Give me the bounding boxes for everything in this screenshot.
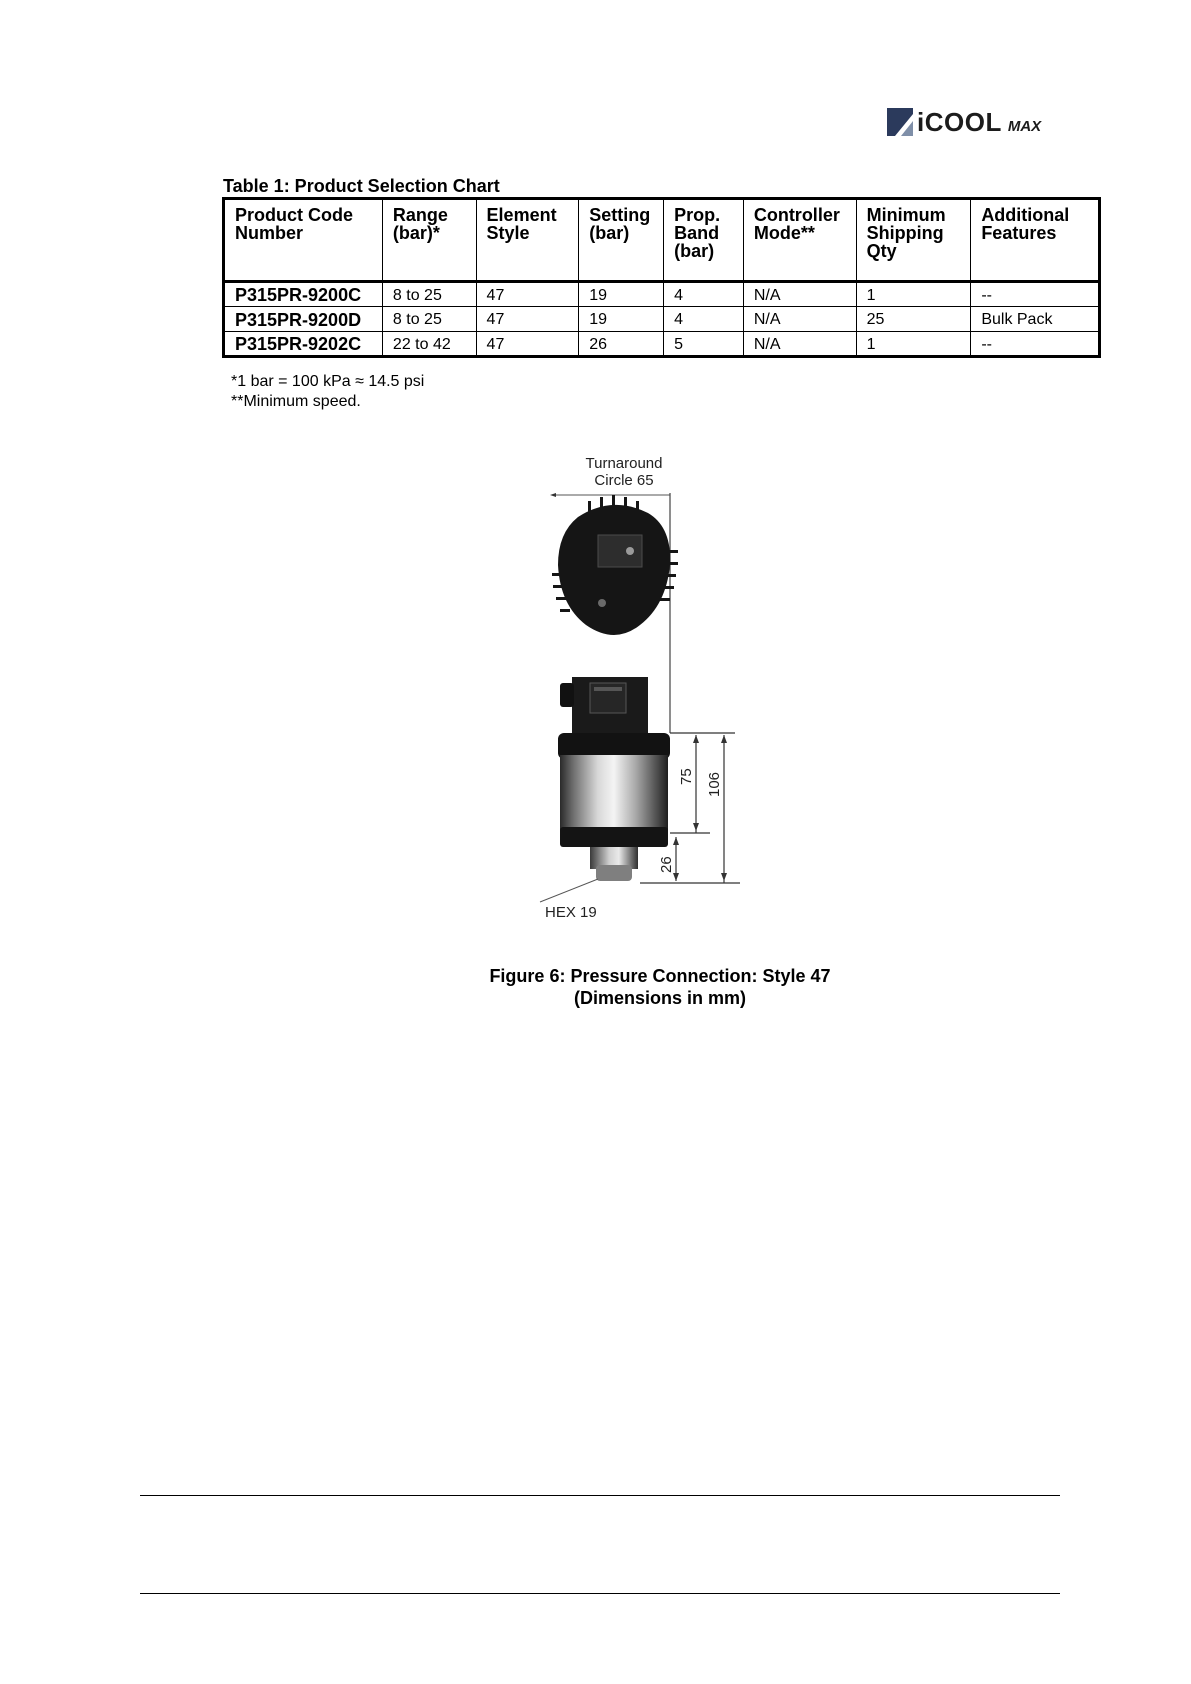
cell-min-shipping-qty: 1 [856, 332, 971, 357]
table-header-row [224, 199, 1100, 282]
cell-prop-band: 5 [664, 332, 744, 357]
footer-rule-top [140, 1495, 1060, 1496]
header-setting: Setting (bar) [579, 199, 664, 282]
logo-wordmark: iCOOL MAX [917, 107, 1042, 137]
figure-caption-subtitle: (Dimensions in mm) [573, 988, 747, 1008]
cell-setting: 26 [579, 332, 664, 357]
cell-controller-mode: N/A [743, 307, 856, 332]
cell-range: 8 to 25 [382, 282, 476, 307]
logo-mark-icon [887, 108, 913, 136]
turnaround-label: Turnaround Circle 65 [585, 455, 663, 489]
footnote-minimum-speed: **Minimum speed. [231, 393, 361, 410]
side-view [558, 677, 670, 881]
header-product-code: Product Code Number [224, 199, 383, 282]
header-prop-band: Prop. Band (bar) [664, 199, 744, 282]
dimension-75-label: 75 [678, 768, 695, 785]
hex-label: HEX 19 [545, 904, 597, 921]
cell-additional-features: -- [971, 332, 1100, 357]
cell-element-style: 47 [476, 332, 579, 357]
footnote-bar-conversion: *1 bar = 100 kPa ≈ 14.5 psi [231, 373, 425, 390]
header-element-style: Element Style [476, 199, 579, 282]
cell-setting: 19 [579, 282, 664, 307]
cell-controller-mode: N/A [743, 332, 856, 357]
cell-prop-band: 4 [664, 282, 744, 307]
cell-prop-band: 4 [664, 307, 744, 332]
cell-min-shipping-qty: 1 [856, 282, 971, 307]
header-additional-features: Additional Features [971, 199, 1100, 282]
product-selection-table [222, 197, 1101, 358]
cell-product-code: P315PR-9200C [224, 282, 383, 307]
table-row [224, 332, 1100, 357]
table-row [224, 282, 1100, 307]
device-drawing [520, 455, 780, 935]
cell-element-style: 47 [476, 282, 579, 307]
pressure-connection-figure [520, 455, 780, 935]
cell-product-code: P315PR-9202C [224, 332, 383, 357]
footer-rule-bottom [140, 1593, 1060, 1594]
cell-product-code: P315PR-9200D [224, 307, 383, 332]
cell-range: 22 to 42 [382, 332, 476, 357]
cell-setting: 19 [579, 307, 664, 332]
header-range: Range (bar)* [382, 199, 476, 282]
figure-caption-title: Figure 6: Pressure Connection: Style 47 [489, 966, 831, 986]
table-row [224, 307, 1100, 332]
cell-additional-features: -- [971, 282, 1100, 307]
header-min-shipping-qty: Minimum Shipping Qty [856, 199, 971, 282]
dimension-106-label: 106 [706, 771, 723, 797]
cell-min-shipping-qty: 25 [856, 307, 971, 332]
table-title: Table 1: Product Selection Chart [223, 176, 500, 196]
cell-element-style: 47 [476, 307, 579, 332]
brand-logo [887, 107, 1047, 137]
cell-range: 8 to 25 [382, 307, 476, 332]
cell-additional-features: Bulk Pack [971, 307, 1100, 332]
top-view [552, 495, 678, 635]
header-controller-mode: Controller Mode** [743, 199, 856, 282]
cell-controller-mode: N/A [743, 282, 856, 307]
dimension-26-label: 26 [658, 856, 675, 873]
